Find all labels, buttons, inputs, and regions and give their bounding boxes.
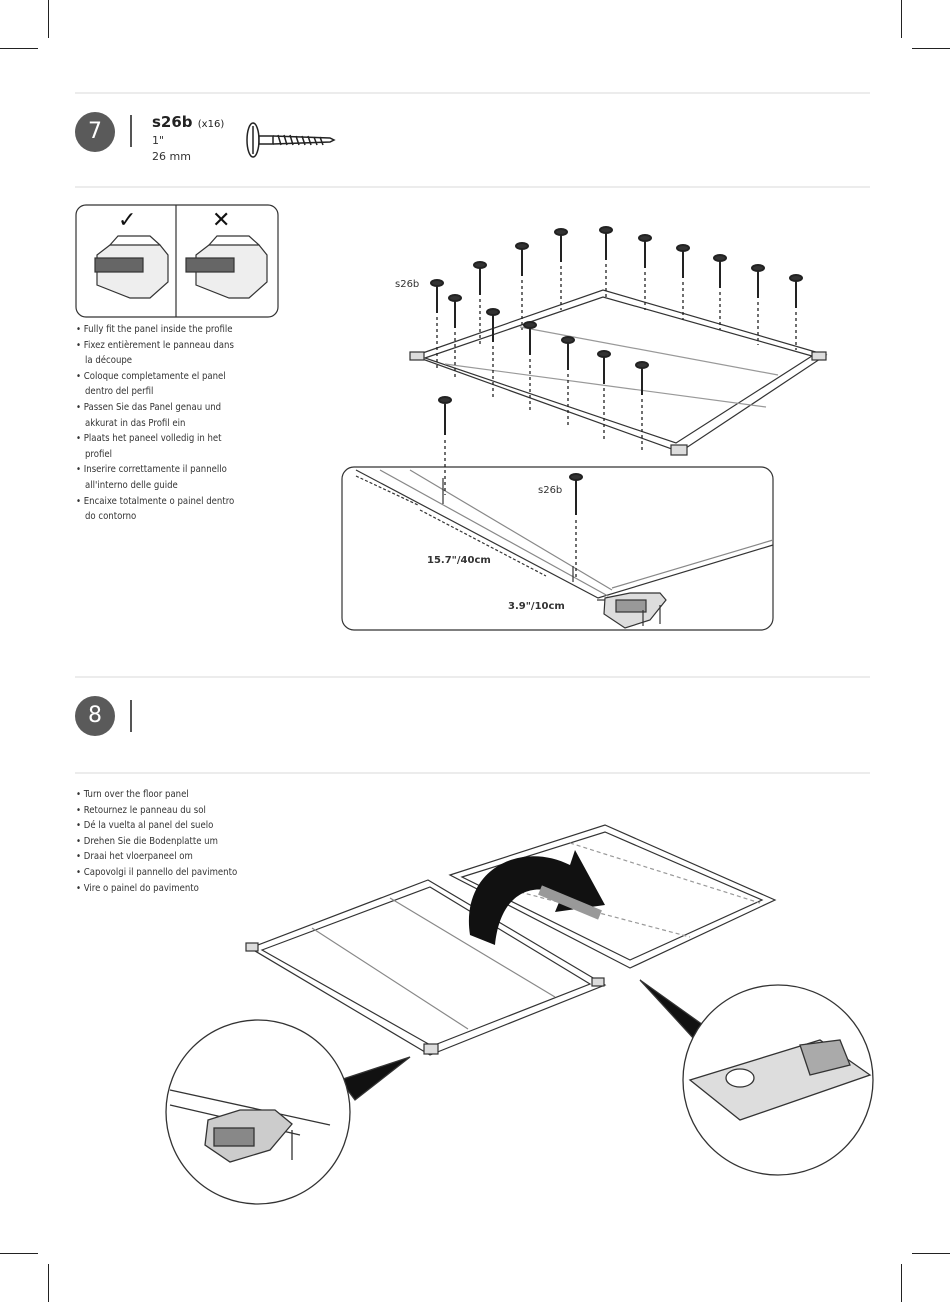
- screw-icon: [752, 265, 764, 271]
- part-size-mm: 26 mm: [152, 150, 191, 163]
- dimension-short: 3.9"/10cm: [508, 601, 565, 612]
- screw-icon: [714, 255, 726, 261]
- zoom-detail-left: [166, 1020, 410, 1204]
- instruction-line: all'interno delle guide: [85, 479, 178, 491]
- screw-icon: [516, 243, 528, 249]
- screw-label: s26b: [395, 279, 420, 290]
- screw-icon: [790, 275, 802, 281]
- zoom-detail-right: [640, 980, 873, 1175]
- floor-panel-diagram: [410, 290, 826, 455]
- instruction-line: • Dé la vuelta al panel del suelo: [76, 818, 237, 834]
- screw-icon: [636, 362, 648, 368]
- instruction-line: la découpe: [85, 355, 133, 367]
- screw-icon: [431, 280, 443, 286]
- instruction-line: • Coloque completamente el panel: [76, 369, 234, 385]
- screw-icon: [474, 262, 486, 268]
- instruction-line: profiel: [85, 448, 112, 460]
- instruction-line: akkurat in das Profil ein: [85, 417, 186, 429]
- instruction-line: • Turn over the floor panel: [76, 787, 237, 803]
- check-icon: ✓: [118, 208, 137, 233]
- dimension-long: 15.7"/40cm: [427, 555, 491, 566]
- instruction-line: • Passen Sie das Panel genau und: [76, 400, 234, 416]
- instruction-line: • Inserire correttamente il pannello: [76, 462, 234, 478]
- cross-icon: ✕: [212, 208, 231, 233]
- screw-icon: [449, 295, 461, 301]
- screw-icon: [677, 245, 689, 251]
- part-size-inch: 1": [152, 134, 165, 147]
- screw-icon: [247, 123, 334, 157]
- screw-icon: [639, 235, 651, 241]
- instruction-line: • Vire o painel do pavimento: [76, 881, 237, 897]
- step-7-number: 7: [75, 112, 115, 152]
- instruction-line: • Capovolgi il pannello del pavimento: [76, 865, 237, 881]
- instruction-line: • Encaixe totalmente o painel dentro: [76, 494, 234, 510]
- screw-icon: [487, 309, 499, 315]
- screw-icon: [555, 229, 567, 235]
- instruction-line: • Fully fit the panel inside the profile: [76, 322, 234, 338]
- instruction-line: • Fixez entièrement le panneau dans: [76, 338, 234, 354]
- instruction-line: • Plaats het paneel volledig in het: [76, 431, 234, 447]
- step-8-instructions: [76, 787, 237, 896]
- step-8-number: 8: [75, 696, 115, 736]
- step-7-instructions: [76, 322, 234, 525]
- part-code-text: s26b: [152, 113, 193, 131]
- screw-icon: [600, 227, 612, 233]
- instruction-line: • Draai het vloerpaneel om: [76, 849, 237, 865]
- step-separator: [130, 700, 132, 732]
- instruction-line: do contorno: [85, 511, 137, 523]
- screw-icon: [598, 351, 610, 357]
- detail-screw-label: s26b: [538, 485, 563, 496]
- fit-comparison-box: [76, 205, 278, 317]
- part-quantity: (x16): [197, 119, 225, 130]
- instruction-line: • Drehen Sie die Bodenplatte um: [76, 834, 237, 850]
- screw-icon: [524, 322, 536, 328]
- screw-icon: [562, 337, 574, 343]
- instruction-line: • Retournez le panneau du sol: [76, 803, 237, 819]
- instruction-line: dentro del perfil: [85, 386, 154, 398]
